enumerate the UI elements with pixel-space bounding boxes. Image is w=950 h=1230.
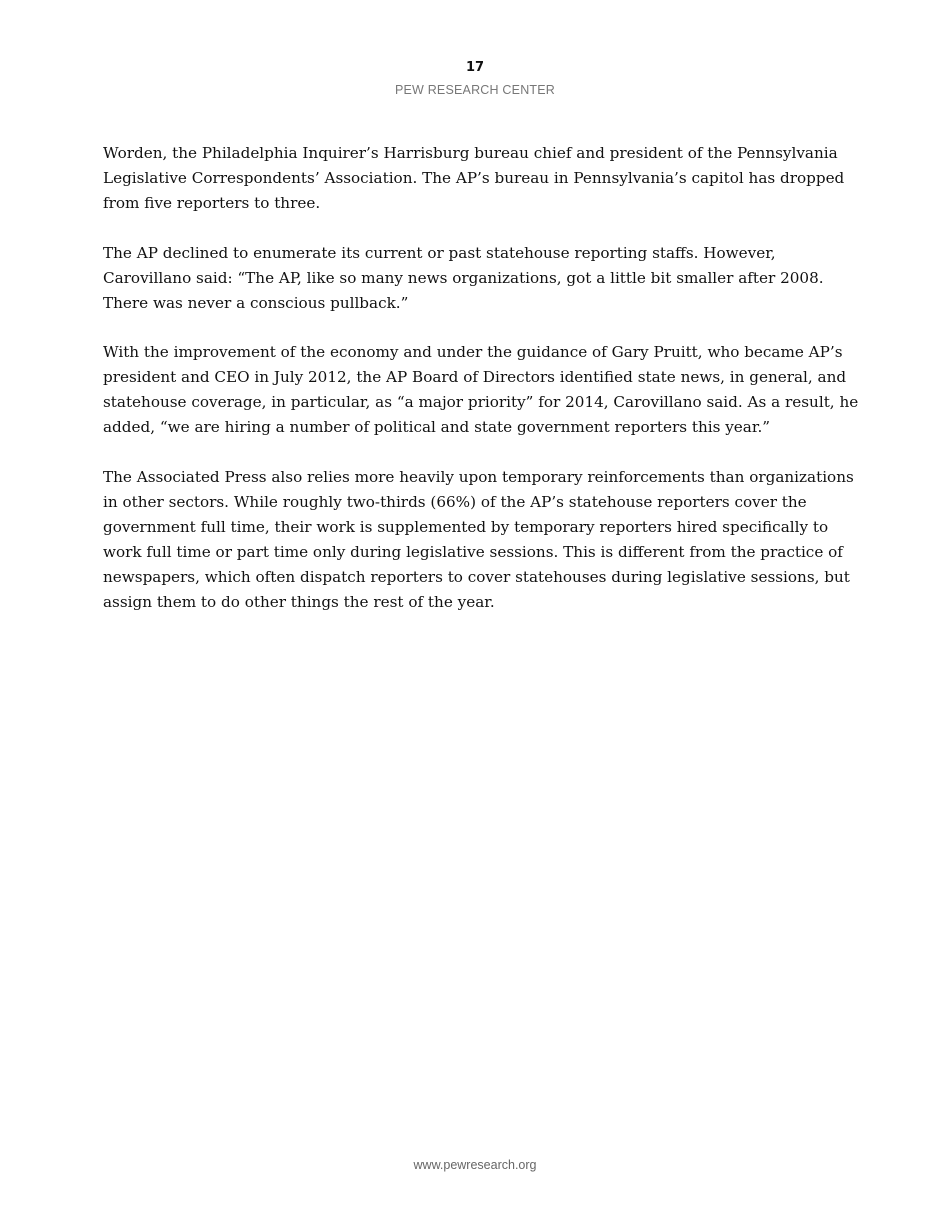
footer-url: www.pewresearch.org: [413, 1158, 537, 1172]
organization-name: PEW RESEARCH CENTER: [394, 83, 556, 97]
paragraph: The AP declined to enumerate its current or past statehouse reporting staffs. However, Carovillano said: “The AP, like so many news organizations, got a little bit smaller after 2008. There was never a conscious pullback.”: [103, 243, 824, 312]
paragraph: With the improvement of the economy and under the guidance of Gary Pruitt, who became AP’s president and CEO in July 2012, the AP Board of Directors identified state news, in general, and statehouse coverage, in particular, as “a major priority” for 2014, Carovillano said. As a result, he added, “we are hiring a number of political and state government reporters this year.”: [103, 343, 859, 436]
article-body: [103, 141, 863, 639]
page-header: [0, 60, 950, 98]
paragraph: Worden, the Philadelphia Inquirer’s Harrisburg bureau chief and president of the Pennsylvania Legislative Correspondents’ Association. The AP’s bureau in Pennsylvania’s capitol has dropped from five reporters to three.: [103, 144, 845, 212]
page-number: 17: [465, 60, 485, 75]
paragraph: The Associated Press also relies more heavily upon temporary reinforcements than organizations in other sectors. While roughly two-thirds (66%) of the AP’s statehouse reporters cover the government full time, their work is supplemented by temporary reporters hired specifically to work full time or part time only during legislative sessions. This is different from the practice of newspapers, which often dispatch reporters to cover statehouses during legislative sessions, but assign them to do other things the rest of the year.: [103, 467, 854, 611]
